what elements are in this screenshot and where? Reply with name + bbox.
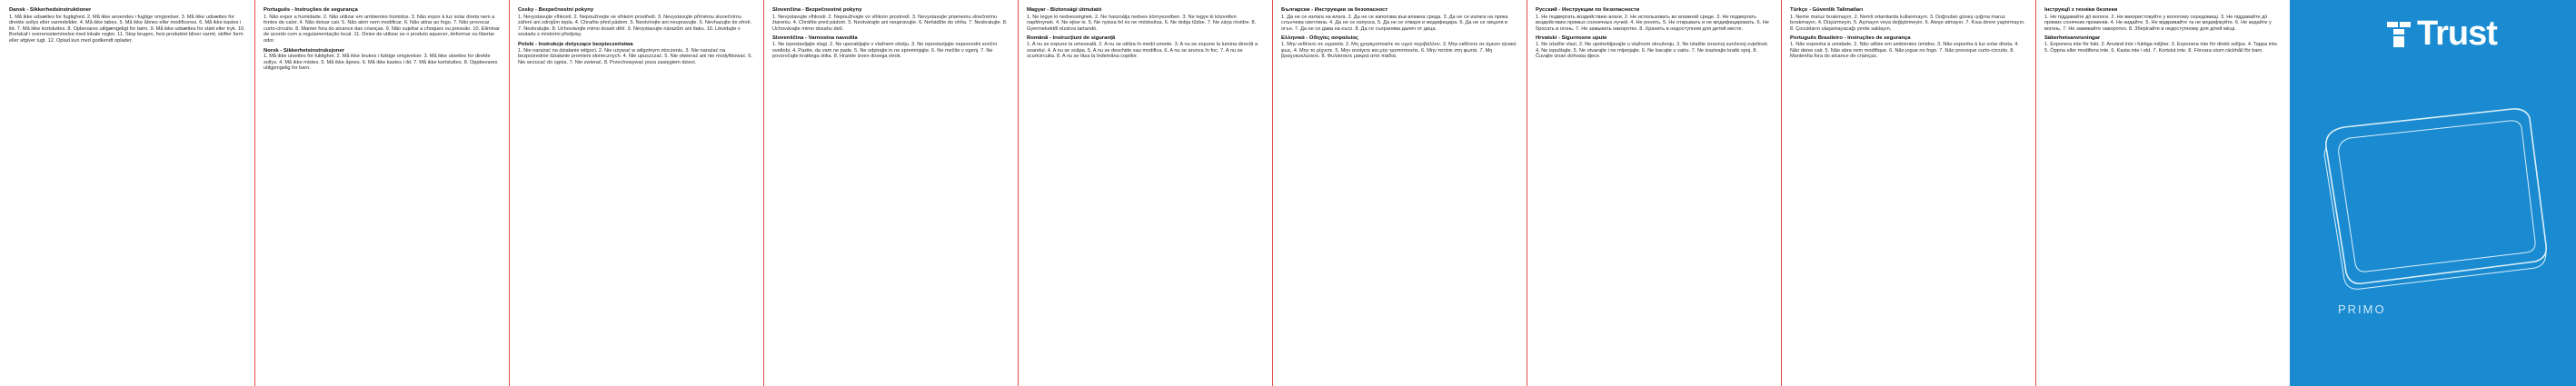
- column-divider: [763, 0, 764, 386]
- column-body: 1. Må ikke udsættes for fugtighed. 2. Må ikke anvendes i fugtige omgivelser. 3. Må ikke udsættes for direkte sollys eller varmekilder. 4. Må ikke tabes. 5. Må ikke åbnes eller modificeres. 6. Må ikke kastes i ild. 7. Må ikke kortsluttes. 8. Opbevares utilgængeligt for børn. 9. Må ikke udsættes for stød eller tryk. 10. Bortskaf i overensstemmelse med lokale regler. 11. Stop brugen, hvis produktet bliver varmt, skifter form eller afgiver lugt. 12. Oplad kun med godkendt oplader.: [9, 14, 245, 44]
- column-body: 1. Nevystavujte vlhkosti. 2. Nepoužívejte ve vlhkém prostředí. 3. Nevystavujte přímému slunečnímu záření ani zdrojům tepla. 4. Chraňte před pádem. 5. Neotvírejte ani neupravujte. 6. Nevhazujte do ohně. 7. Nezkratujte. 8. Uchovávejte mimo dosah dětí. 9. Nevystavujte nárazům ani tlaku. 10. Likvidujte v souladu s místními předpisy.: [518, 14, 752, 38]
- column-divider: [1018, 0, 1019, 386]
- column-title: Dansk - Sikkerhedsinstruktioner: [9, 7, 92, 13]
- column-divider: [1781, 0, 1782, 386]
- column-title: Slovenčina - Bezpečnostné pokyny: [772, 7, 862, 13]
- column-title: Türkçe - Güvenlik Talimatları: [1790, 7, 1864, 13]
- column-body: 1. Não expor a humidade. 2. Não utilizar em ambientes húmidos. 3. Não expor à luz solar direta nem a fontes de calor. 4. Não deixar cair. 5. Não abrir nem modificar. 6. Não atirar ao fogo. 7. Não provocar curto-circuito. 8. Manter fora do alcance das crianças. 9. Não sujeitar a choques ou pressão. 10. Eliminar de acordo com a regulamentação local. 11. Deixe de utilizar se o produto aquecer, deformar ou libertar odor.: [264, 14, 500, 44]
- column-title: Magyar - Biztonsági útmutató: [1027, 7, 1102, 13]
- column-czech: [518, 7, 756, 380]
- column-body-secondary: 1. Não exponha à umidade. 2. Não utilize em ambientes úmidos. 3. Não exponha à luz solar direta. 4. Não deixe cair. 5. Não abra nem modifique. 6. Não jogue no fogo. 7. Não provoque curto-circuito. 8. Mantenha fora do alcance de crianças.: [1790, 41, 2019, 60]
- column-subtitle: Slovenščina - Varnostna navodila: [772, 35, 858, 42]
- column-body: 1. Да не се излага на влага. 2. Да не се използва във влажна среда. 3. Да не се излага на пряка слънчева светлина. 4. Да не се изпуска. 5. Да не се отваря и модифицира. 6. Да не се хвърля в огън. 7. Да не се дава на късо. 8. Да се съхранява далеч от деца.: [1281, 14, 1508, 32]
- column-body-secondary: 1. Ne izpostavljajte vlagi. 2. Ne uporabljajte v vlažnem okolju. 3. Ne izpostavljajte neposredni sončni svetlobi. 4. Pazite, da vam ne pade. 5. Ne odpirajte in ne spreminjajte. 6. Ne mečite v ogenj. 7. Ne povzročajte kratkega stika. 8. Hranite izven dosega otrok.: [772, 41, 997, 60]
- column-turkish: [1790, 7, 2028, 380]
- column-title: Português - Instruções de segurança: [264, 7, 358, 13]
- column-title: Русский - Инструкции по безопасности: [1536, 7, 1640, 13]
- column-title: Български - Инструкции за безопасност: [1281, 7, 1388, 13]
- column-body-secondary: 1. Må ikke utsettes for fuktighet. 2. Må ikke brukes i fuktige omgivelser. 3. Må ikke utsettes for direkte sollys. 4. Må ikke mistes. 5. Må ikke åpnes. 6. Må ikke kastes i ild. 7. Må ikke kortsluttes. 8. Oppbevares utilgjengelig for barn.: [264, 54, 498, 72]
- column-body: 1. Не піддавайте дії вологи. 2. Не використовуйте у вологому середовищі. 3. Не піддавайте дії прямих сонячних променів. 4. Не кидайте. 5. Не відкривайте та не модифікуйте. 6. Не кидайте у вогонь. 7. Не замикайте накоротко. 8. Зберігайте в недоступному для дітей місці.: [2044, 14, 2272, 32]
- column-body-secondary: 1. Nie narażać na działanie wilgoci. 2. Nie używać w wilgotnym otoczeniu. 3. Nie narażać na bezpośrednie działanie promieni słonecznych. 4. Nie upuszczać. 5. Nie otwierać ani nie modyfikować. 6. Nie wrzucać do ognia. 7. Nie zwierać. 8. Przechowywać poza zasięgiem dzieci.: [518, 47, 753, 65]
- column-body-secondary: 1. Μην εκθέτετε σε υγρασία. 2. Μη χρησιμοποιείτε σε υγρό περιβάλλον. 3. Μην εκθέτετε σε άμεσο ηλιακό φως. 4. Μην το ρίχνετε. 5. Μην ανοίγετε και μην τροποποιείτε. 6. Μην πετάτε στη φωτιά. 7. Μη βραχυκυκλώνετε. 8. Φυλάσσετε μακριά από παιδιά.: [1281, 41, 1517, 60]
- column-body-secondary: 1. Exponera inte för fukt. 2. Använd inte i fuktiga miljöer. 3. Exponera inte för direkt solljus. 4. Tappa inte. 5. Öppna eller modifiera inte. 6. Kasta inte i eld. 7. Kortslut inte. 8. Förvara utom räckhåll för barn.: [2044, 41, 2279, 54]
- column-danish: [9, 7, 247, 380]
- column-subtitle: Ελληνικά - Οδηγίες ασφαλείας: [1281, 35, 1358, 42]
- brand-name: Trust: [2417, 15, 2497, 53]
- column-subtitle: Română - Instrucțiuni de siguranță: [1027, 35, 1116, 42]
- column-subtitle: Hrvatski - Sigurnosne upute: [1536, 35, 1607, 42]
- column-body-secondary: 1. A nu se expune la umezeală. 2. A nu se utiliza în medii umede. 3. A nu se expune la lumina directă a soarelui. 4. A nu se scăpa. 5. A nu se deschide sau modifica. 6. A nu se arunca în foc. 7. A nu se scurtcircuita. 8. A nu se lăsa la îndemâna copiilor.: [1027, 41, 1258, 60]
- column-ukrainian: [2044, 7, 2283, 380]
- column-slovak: [772, 7, 1010, 380]
- column-subtitle: Polski - Instrukcje dotyczące bezpieczeństwa: [518, 41, 633, 47]
- column-body: 1. Ne tegye ki nedvességnek. 2. Ne használja nedves környezetben. 3. Ne tegye ki közvetlen napfénynek. 4. Ne ejtse le. 5. Ne nyissa fel és ne módosítsa. 6. Ne dobja tűzbe. 7. Ne zárja rövidre. 8. Gyermekektől elzárva tartandó.: [1027, 14, 1257, 32]
- column-title: Інструкції з техніки безпеки: [2044, 7, 2118, 13]
- column-body: 1. Nevystavujte vlhkosti. 2. Nepoužívajte vo vlhkom prostredí. 3. Nevystavujte priamemu slnečnému žiareniu. 4. Chráňte pred pádom. 5. Neotvárajte ani neupravujte. 6. Nehádžte do ohňa. 7. Neskratujte. 8. Uchovávajte mimo dosahu detí.: [772, 14, 1008, 32]
- column-body: 1. Не подвергать воздействию влаги. 2. Не использовать во влажной среде. 3. Не подвергать воздействию прямых солнечных лучей. 4. Не ронять. 5. Не открывать и не модифицировать. 6. Не бросать в огонь. 7. Не замыкать накоротко. 8. Хранить в недоступном для детей месте.: [1536, 14, 1769, 32]
- column-subtitle: Português Brasileiro - Instruções de segurança: [1790, 35, 1911, 42]
- column-subtitle: Säkerhetsanvisningar: [2044, 35, 2101, 42]
- column-body: 1. Neme maruz bırakmayın. 2. Nemli ortamlarda kullanmayın. 3. Doğrudan güneş ışığına maruz bırakmayın. 4. Düşürmeyin. 5. Açmayın veya değiştirmeyin. 6. Ateşe atmayın. 7. Kısa devre yaptırmayın. 8. Çocukların ulaşamayacağı yerde saklayın.: [1790, 14, 2025, 32]
- column-divider: [2035, 0, 2036, 386]
- column-divider: [509, 0, 510, 386]
- column-subtitle: Norsk - Sikkerhetsinstruksjoner: [264, 47, 345, 54]
- column-divider: [254, 0, 255, 386]
- column-body-secondary: 1. Ne izlažite vlazi. 2. Ne upotrebljavajte u vlažnom okruženju. 3. Ne izlažite izravnoj sunčevoj svjetlosti. 4. Ne ispuštajte. 5. Ne otvarajte i ne mijenjajte. 6. Ne bacajte u vatru. 7. Ne izazivajte kratki spoj. 8. Čuvajte izvan dohvata djece.: [1536, 41, 1769, 60]
- column-hungarian: [1027, 7, 1265, 380]
- column-portuguese: [264, 7, 502, 380]
- column-russian: [1536, 7, 1774, 380]
- column-title: Česky - Bezpečnostní pokyny: [518, 7, 594, 13]
- power-bank-illustration: [2308, 91, 2562, 300]
- column-bulgarian: [1281, 7, 1519, 380]
- column-divider: [1272, 0, 1273, 386]
- model-name: PRIMO: [2338, 302, 2386, 316]
